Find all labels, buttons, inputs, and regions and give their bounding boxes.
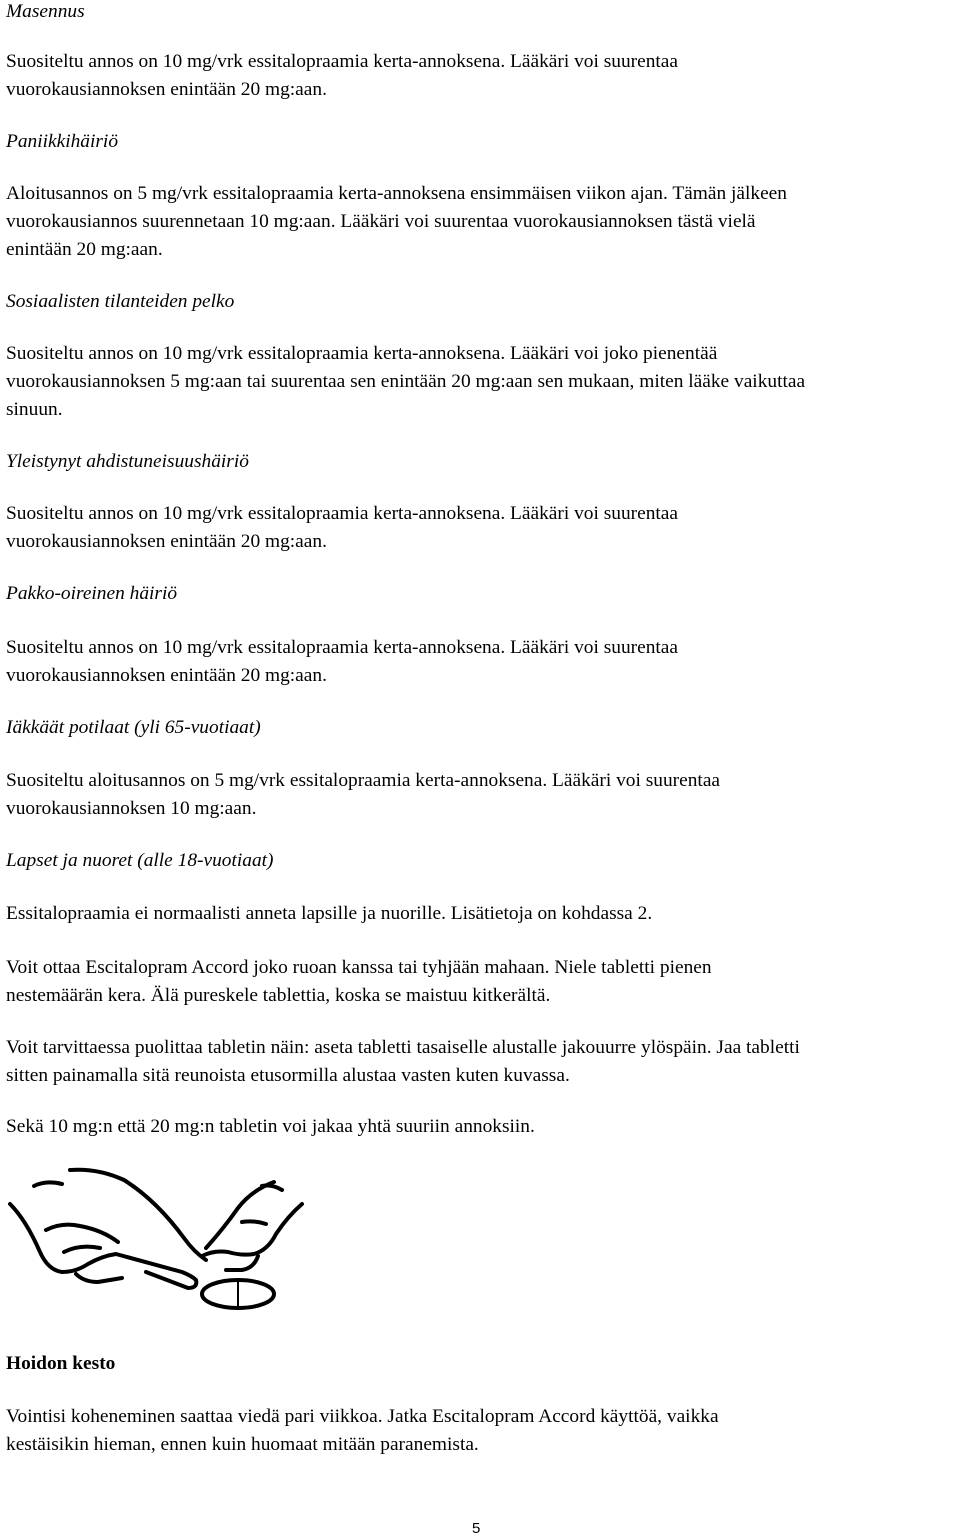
text-line: vuorokausiannos suurennetaan 10 mg:aan. Lääkäri voi suurentaa vuorokausiannoksen tästä vielä — [6, 211, 756, 232]
text-line: Suositeltu annos on 10 mg/vrk essitalopraamia kerta-annoksena. Lääkäri voi suurentaa — [6, 51, 679, 72]
section-heading-hoidon-kesto: Hoidon kesto — [6, 1353, 116, 1374]
text-line: Suositeltu annos on 10 mg/vrk essitalopraamia kerta-annoksena. Lääkäri voi suurentaa — [6, 637, 679, 658]
paragraph-masennus — [6, 48, 956, 104]
text-line: sinuun. — [6, 399, 63, 420]
text-line: vuorokausiannoksen 5 mg:aan tai suurentaa sen enintään 20 mg:aan sen mukaan, miten lääke vaikuttaa — [6, 371, 806, 392]
page-number: 5 — [472, 1520, 481, 1537]
text-line: vuorokausiannoksen enintään 20 mg:aan. — [6, 79, 327, 100]
text-line: vuorokausiannoksen enintään 20 mg:aan. — [6, 531, 327, 552]
tablet-splitting-figure — [6, 1160, 306, 1320]
text-line: vuorokausiannoksen enintään 20 mg:aan. — [6, 665, 327, 686]
section-heading-lapset-ja-nuoret: Lapset ja nuoret (alle 18-vuotiaat) — [6, 850, 274, 871]
paragraph-iakkaat-potilaat — [6, 767, 956, 823]
paragraph-yleistynyt-ahdistuneisuushairio — [6, 500, 956, 556]
text-line: Aloitusannos on 5 mg/vrk essitalopraamia kerta-annoksena ensimmäisen viikon ajan. Tämän jälkeen — [6, 183, 787, 204]
section-heading-yleistynyt-ahdistuneisuushairio: Yleistynyt ahdistuneisuushäiriö — [6, 451, 249, 472]
paragraph-lapset-ja-nuoret — [6, 900, 956, 928]
section-heading-paniikkihairio: Paniikkihäiriö — [6, 131, 119, 152]
text-line: enintään 20 mg:aan. — [6, 239, 163, 260]
text-line: Suositeltu annos on 10 mg/vrk essitalopraamia kerta-annoksena. Lääkäri voi suurentaa — [6, 503, 679, 524]
paragraph-sosiaalisten-tilanteiden-pelko — [6, 340, 956, 424]
paragraph-paniikkihairio — [6, 180, 956, 264]
paragraph-ottaminen — [6, 954, 956, 1010]
text-line: Suositeltu aloitusannos on 5 mg/vrk essitalopraamia kerta-annoksena. Lääkäri voi suurentaa — [6, 770, 721, 791]
text-line: nestemäärän kera. Älä pureskele tablettia, koska se maistuu kitkerältä. — [6, 985, 551, 1006]
paragraph-puolittaminen — [6, 1034, 956, 1090]
text-line: kestäisikin hieman, ennen kuin huomaat mitään paranemista. — [6, 1434, 479, 1455]
text-line: sitten painamalla sitä reunoista etusormilla alustaa vasten kuten kuvassa. — [6, 1065, 570, 1086]
text-line: Voit tarvittaessa puolittaa tabletin näin: aseta tabletti tasaiselle alustalle jakouurre ylöspäin. Jaa tabletti — [6, 1037, 800, 1058]
paragraph-hoidon-kesto — [6, 1403, 956, 1459]
section-heading-sosiaalisten-tilanteiden-pelko: Sosiaalisten tilanteiden pelko — [6, 291, 235, 312]
paragraph-jakaminen — [6, 1113, 956, 1141]
text-line: Sekä 10 mg:n että 20 mg:n tabletin voi jakaa yhtä suuriin annoksiin. — [6, 1116, 535, 1137]
text-line: Essitalopraamia ei normaalisti anneta lapsille ja nuorille. Lisätietoja on kohdassa 2. — [6, 903, 653, 924]
paragraph-pakko-oireinen-hairio — [6, 634, 956, 690]
text-line: Voit ottaa Escitalopram Accord joko ruoan kanssa tai tyhjään mahaan. Niele tabletti pienen — [6, 957, 712, 978]
section-heading-masennus: Masennus — [6, 1, 85, 22]
text-line: Suositeltu annos on 10 mg/vrk essitalopraamia kerta-annoksena. Lääkäri voi joko pienentää — [6, 343, 718, 364]
section-heading-pakko-oireinen-hairio: Pakko-oireinen häiriö — [6, 583, 178, 604]
tablet-splitting-hands-icon — [6, 1160, 306, 1320]
section-heading-iakkaat-potilaat: Iäkkäät potilaat (yli 65-vuotiaat) — [6, 717, 261, 738]
text-line: vuorokausiannoksen 10 mg:aan. — [6, 798, 257, 819]
text-line: Vointisi koheneminen saattaa viedä pari viikkoa. Jatka Escitalopram Accord käyttöä, vaikka — [6, 1406, 719, 1427]
